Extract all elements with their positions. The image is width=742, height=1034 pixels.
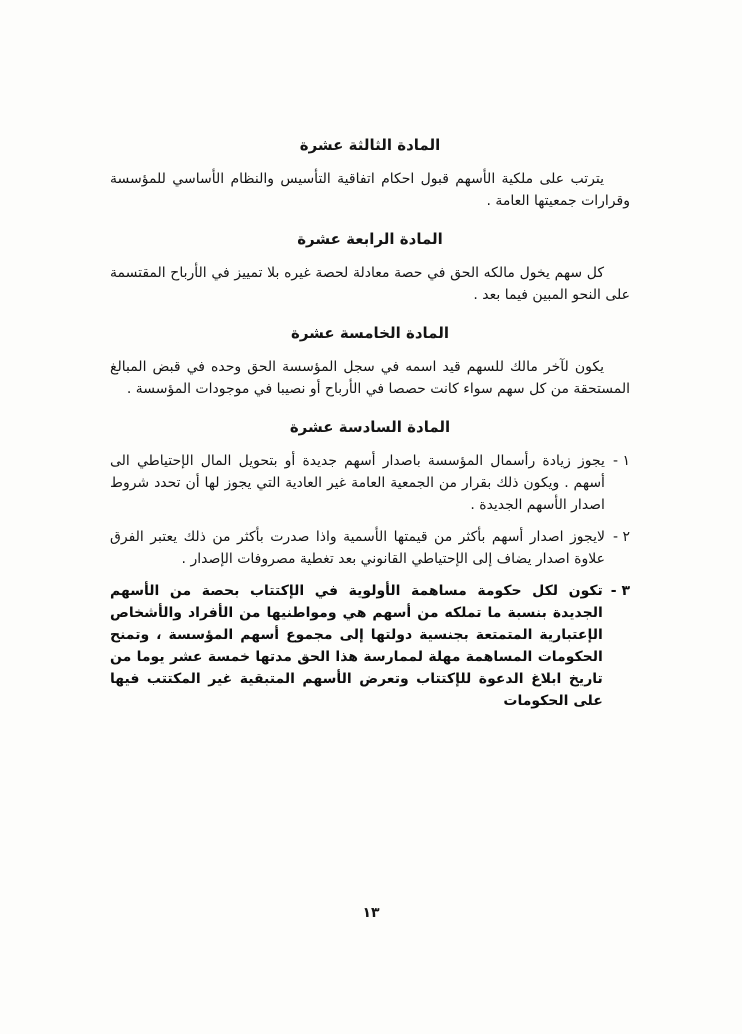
article-fifteen bbox=[110, 322, 630, 400]
list-item bbox=[110, 580, 630, 712]
article-paragraph: كل سهم يخول مالكه الحق في حصة معادلة لحصة غيره بلا تمييز في الأرباح المقتسمة على النحو المبين فيما بعد . bbox=[110, 265, 630, 303]
article-sixteen bbox=[110, 416, 630, 712]
article-title: المادة السادسة عشرة bbox=[289, 418, 451, 436]
article-paragraph: يترتب على ملكية الأسهم قبول احكام اتفاقية التأسيس والنظام الأساسي للمؤسسة وقرارات جمعيتها العامة . bbox=[110, 171, 630, 209]
page-number: ١٣ bbox=[362, 905, 380, 921]
article-title: المادة الثالثة عشرة bbox=[299, 136, 441, 154]
article-title: المادة الخامسة عشرة bbox=[290, 324, 450, 342]
list-item bbox=[110, 526, 630, 570]
item-text: تكون لكل حكومة مساهمة الأولوية في الإكتتاب بحصة من الأسهم الجديدة بنسبة ما تملكه من أسهم هي ومواطنيها من الأفراد والأشخاص الإعتبارية المتمتعة بجنسية دولتها إلى مجموع أسهم المؤسسة ، وتمنح الحكومات المساهمة مهلة لممارسة هذا الحق مدتها خمسة عشر يوما من تاريخ ابلاغ الدعوة للإكتتاب وتعرض الأسهم المتبقية غير المكتتب فيها على الحكومات bbox=[110, 583, 603, 709]
article-title: المادة الرابعة عشرة bbox=[297, 230, 443, 248]
article-fourteen bbox=[110, 228, 630, 306]
item-number: ١ - bbox=[612, 453, 630, 469]
item-number: ٢ - bbox=[612, 529, 630, 545]
list-item bbox=[110, 450, 630, 516]
document-body bbox=[110, 118, 630, 722]
article-paragraph: يكون لآخر مالك للسهم قيد اسمه في سجل المؤسسة الحق وحده في قبض المبالغ المستحقة من كل سهم سواء كانت حصصا في الأرباح أو نصيبا في موجودات المؤسسة . bbox=[110, 359, 630, 397]
article-thirteen bbox=[110, 134, 630, 212]
item-number: ٣ - bbox=[610, 583, 630, 599]
numbered-list bbox=[110, 450, 630, 712]
item-text: لايجوز اصدار أسهم بأكثر من قيمتها الأسمية واذا صدرت بأكثر من ذلك يعتبر الفرق علاوة اصدار يضاف إلى الإحتياطي القانوني بعد تغطية مصروفات الإصدار . bbox=[110, 529, 605, 567]
item-text: يجوز زيادة رأسمال المؤسسة باصدار أسهم جديدة أو بتحويل المال الإحتياطي الى أسهم . ويكون ذلك بقرار من الجمعية العامة غير العادية التي يجوز لها أن تحدد شروط اصدار الأسهم الجديدة . bbox=[110, 453, 605, 513]
